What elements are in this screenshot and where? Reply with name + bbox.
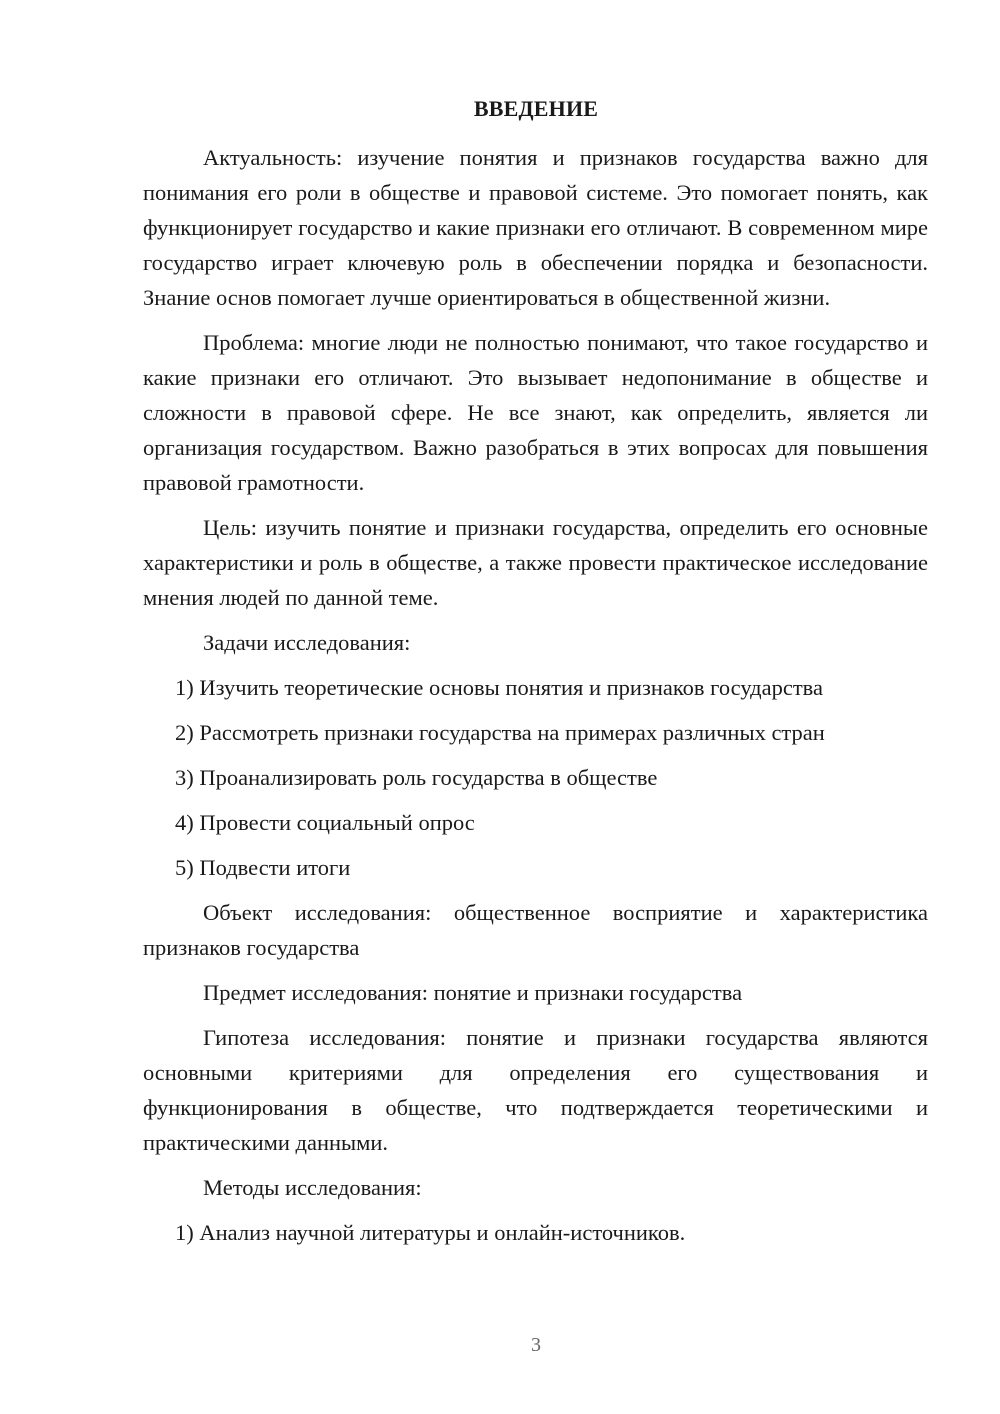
list-item: 4) Провести социальный опрос: [175, 810, 475, 835]
tasks-heading: Задачи исследования:: [203, 630, 411, 655]
document-body: [143, 140, 928, 1260]
paragraph-object: Объект исследования: общественное восприятие и характеристика признаков государства: [143, 900, 928, 960]
list-item: 3) Проанализировать роль государства в обществе: [175, 765, 658, 790]
paragraph-goal: Цель: изучить понятие и признаки государства, определить его основные характеристики и роль в обществе, а также провести практическое исследование мнения людей по данной теме.: [143, 515, 928, 610]
list-item: 1) Изучить теоретические основы понятия и признаков государства: [175, 675, 823, 700]
list-item: 1) Анализ научной литературы и онлайн-источников.: [175, 1220, 686, 1245]
paragraph-problem: Проблема: многие люди не полностью понимают, что такое государство и какие признаки его отличают. Это вызывает недопонимание в обществе и сложности в правовой сфере. Не все знают, как определить, является ли организация государством. Важно разобраться в этих вопросах для повышения правовой грамотности.: [143, 330, 928, 495]
paragraph-hypothesis: Гипотеза исследования: понятие и признаки государства являются основными критериями для определения его существования и функционирования в обществе, что подтверждается теоретическими и практическими данными.: [143, 1025, 928, 1155]
list-item: 5) Подвести итоги: [175, 855, 351, 880]
methods-list: [143, 1215, 928, 1250]
list-item: 2) Рассмотреть признаки государства на примерах различных стран: [175, 720, 825, 745]
page-title: ВВЕДЕНИЕ: [473, 96, 599, 121]
paragraph-subject: Предмет исследования: понятие и признаки государства: [203, 980, 743, 1005]
tasks-list: [143, 670, 928, 885]
page-number: 3: [531, 1334, 541, 1356]
methods-heading: Методы исследования:: [203, 1175, 422, 1200]
paragraph-relevance: Актуальность: изучение понятия и признаков государства важно для понимания его роли в обществе и правовой системе. Это помогает понять, как функционирует государство и какие признаки его отличают. В современном мире государство играет ключевую роль в обеспечении порядка и безопасности. Знание основ помогает лучше ориентироваться в общественной жизни.: [143, 145, 928, 310]
